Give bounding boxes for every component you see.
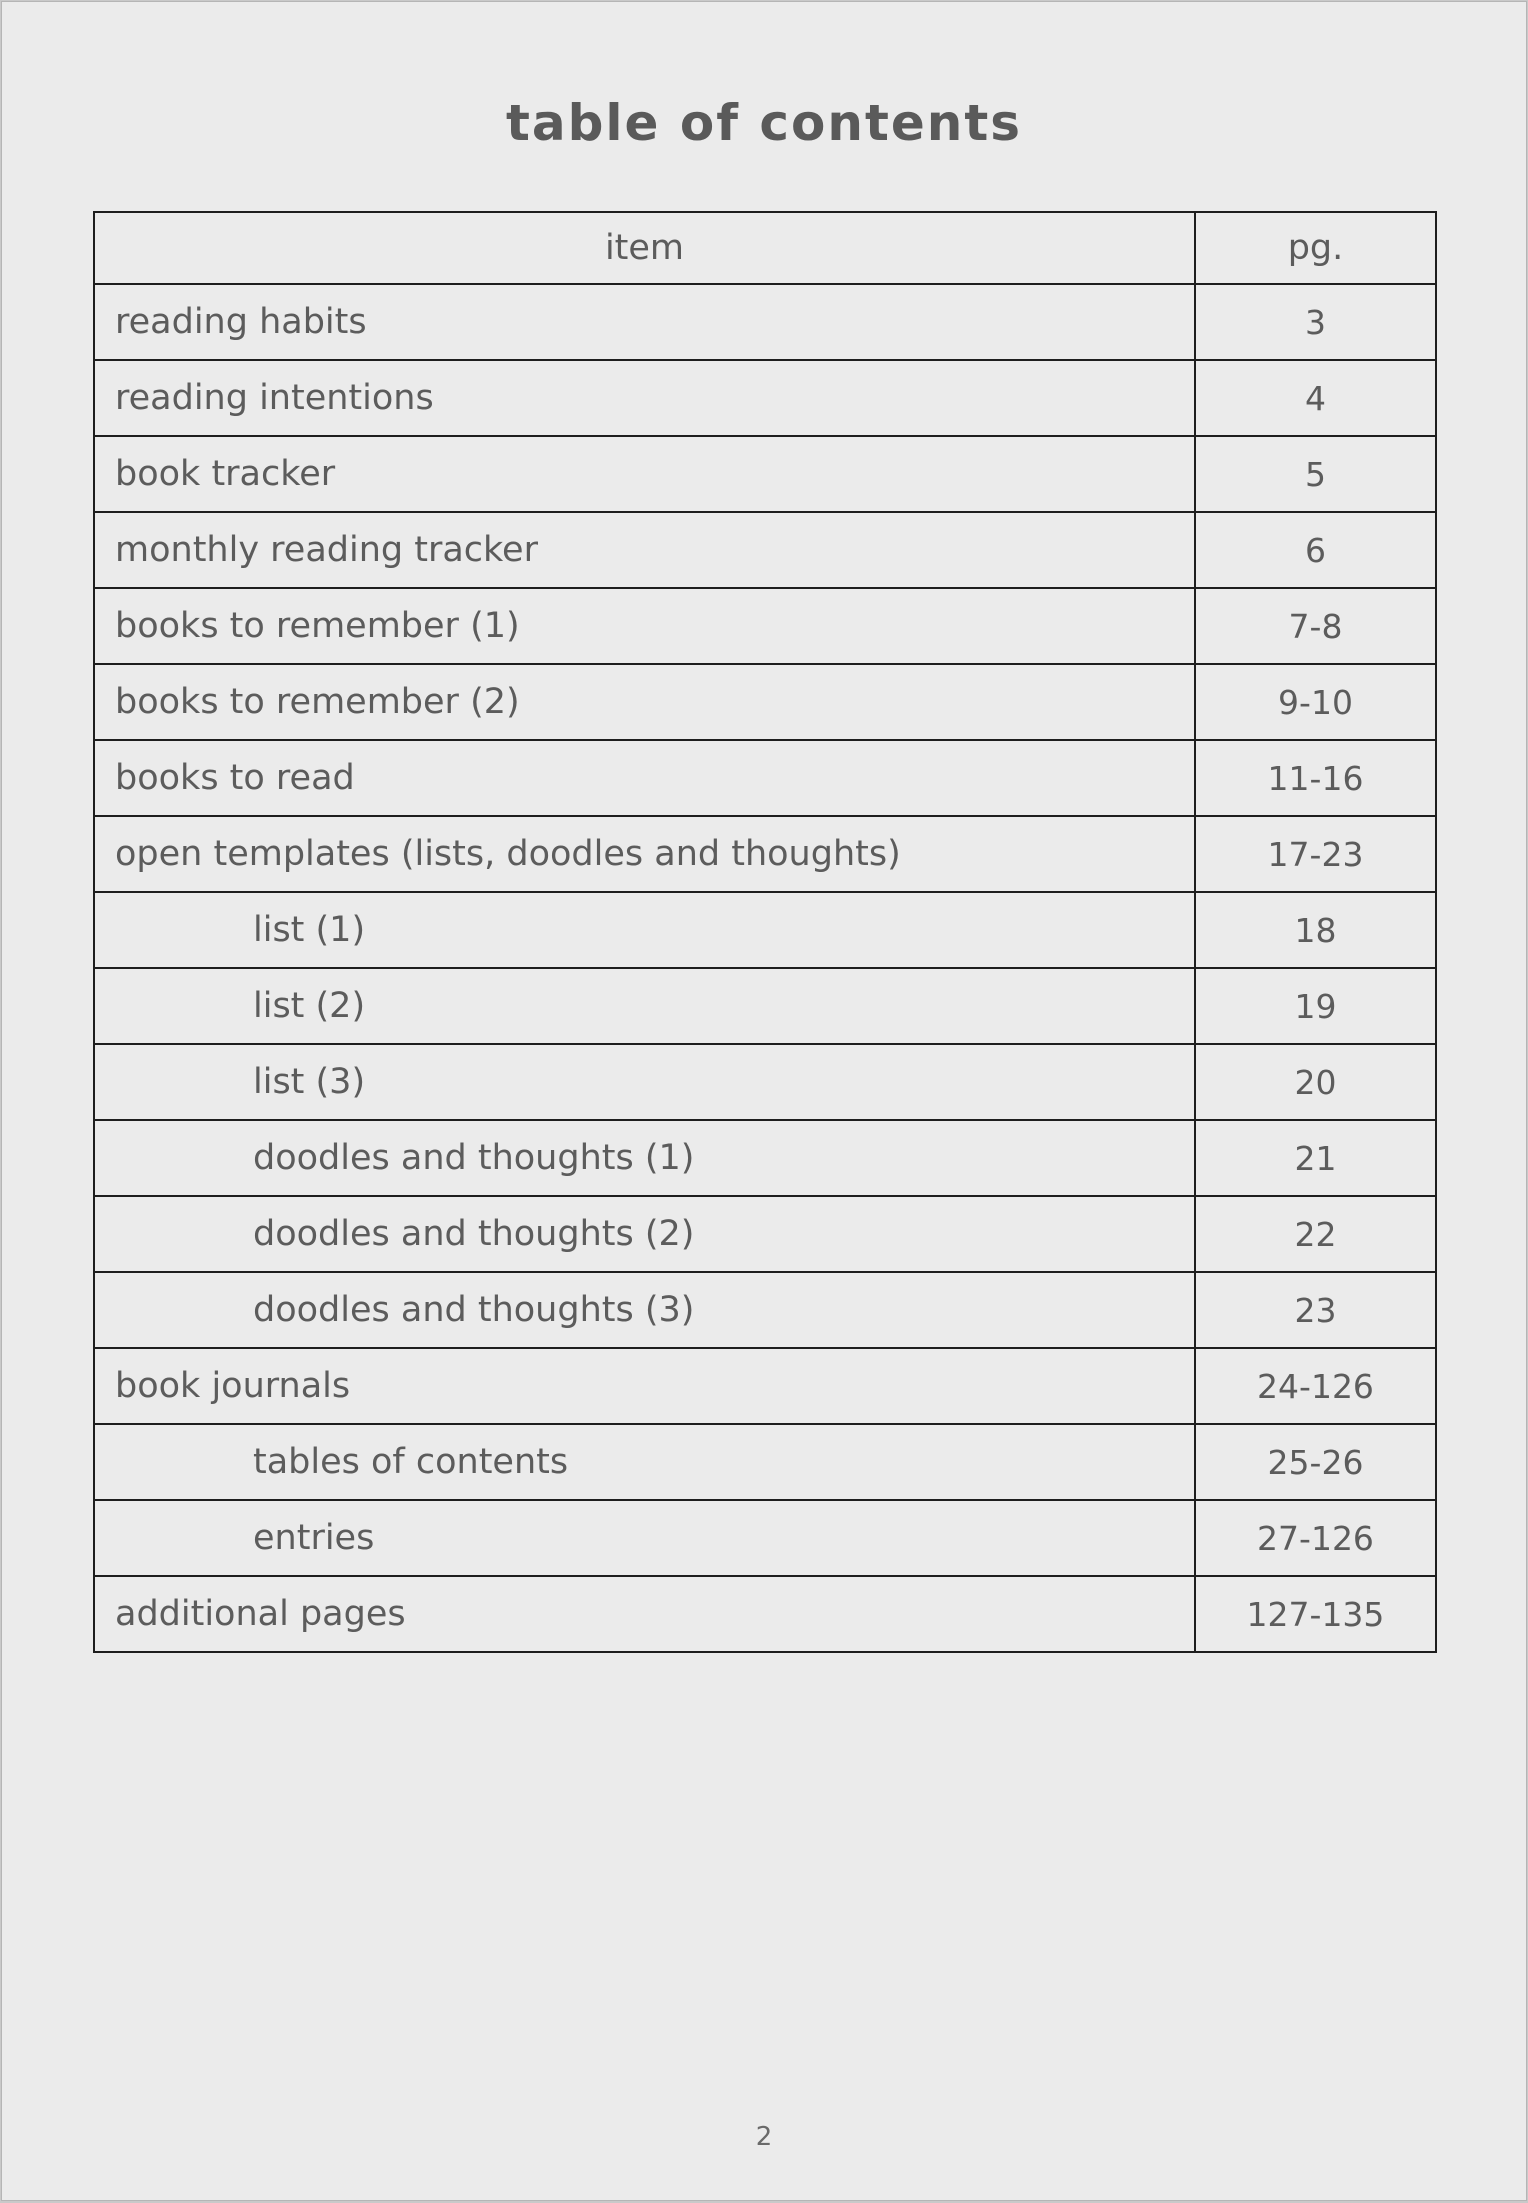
toc-entry-title: book journals — [94, 1348, 1195, 1424]
table-row — [94, 588, 1436, 664]
toc-entry-title: book tracker — [94, 436, 1195, 512]
table-row — [94, 1424, 1436, 1500]
toc-entry-title: monthly reading tracker — [94, 512, 1195, 588]
toc-body — [94, 284, 1436, 1652]
table-row — [94, 512, 1436, 588]
table-row — [94, 740, 1436, 816]
table-row — [94, 1196, 1436, 1272]
table-row — [94, 436, 1436, 512]
toc-table — [93, 211, 1437, 1653]
toc-entry-page: 20 — [1195, 1044, 1436, 1120]
toc-entry-page: 5 — [1195, 436, 1436, 512]
table-row — [94, 360, 1436, 436]
page-number: 2 — [755, 2122, 773, 2152]
toc-entry-title: doodles and thoughts (1) — [94, 1120, 1195, 1196]
toc-entry-page: 19 — [1195, 968, 1436, 1044]
table-row — [94, 1120, 1436, 1196]
toc-entry-page: 7-8 — [1195, 588, 1436, 664]
toc-entry-title: list (1) — [94, 892, 1195, 968]
toc-entry-title: doodles and thoughts (2) — [94, 1196, 1195, 1272]
document-page — [1, 1, 1527, 2201]
table-row — [94, 664, 1436, 740]
toc-entry-page: 127-135 — [1195, 1576, 1436, 1652]
toc-entry-title: entries — [94, 1500, 1195, 1576]
toc-entry-title: open templates (lists, doodles and thoughts) — [94, 816, 1195, 892]
toc-entry-page: 9-10 — [1195, 664, 1436, 740]
column-header-item: item — [94, 212, 1195, 284]
toc-entry-title: reading habits — [94, 284, 1195, 360]
toc-entry-page: 22 — [1195, 1196, 1436, 1272]
toc-entry-page: 17-23 — [1195, 816, 1436, 892]
toc-entry-page: 18 — [1195, 892, 1436, 968]
toc-entry-page: 24-126 — [1195, 1348, 1436, 1424]
toc-entry-page: 3 — [1195, 284, 1436, 360]
toc-entry-title: doodles and thoughts (3) — [94, 1272, 1195, 1348]
page-title: table of contents — [505, 94, 1023, 152]
toc-entry-title: books to remember (2) — [94, 664, 1195, 740]
toc-entry-page: 4 — [1195, 360, 1436, 436]
table-row — [94, 816, 1436, 892]
toc-entry-title: list (3) — [94, 1044, 1195, 1120]
toc-entry-page: 23 — [1195, 1272, 1436, 1348]
table-row — [94, 968, 1436, 1044]
toc-entry-title: reading intentions — [94, 360, 1195, 436]
toc-entry-title: additional pages — [94, 1576, 1195, 1652]
table-header-row — [94, 212, 1436, 284]
toc-entry-page: 6 — [1195, 512, 1436, 588]
toc-entry-title: books to read — [94, 740, 1195, 816]
table-row — [94, 1576, 1436, 1652]
table-row — [94, 892, 1436, 968]
table-row — [94, 1044, 1436, 1120]
toc-entry-title: list (2) — [94, 968, 1195, 1044]
toc-entry-title: books to remember (1) — [94, 588, 1195, 664]
toc-entry-page: 25-26 — [1195, 1424, 1436, 1500]
toc-entry-title: tables of contents — [94, 1424, 1195, 1500]
table-row — [94, 1348, 1436, 1424]
table-row — [94, 1500, 1436, 1576]
table-row — [94, 284, 1436, 360]
toc-entry-page: 21 — [1195, 1120, 1436, 1196]
table-row — [94, 1272, 1436, 1348]
column-header-page: pg. — [1195, 212, 1436, 284]
toc-entry-page: 27-126 — [1195, 1500, 1436, 1576]
toc-entry-page: 11-16 — [1195, 740, 1436, 816]
